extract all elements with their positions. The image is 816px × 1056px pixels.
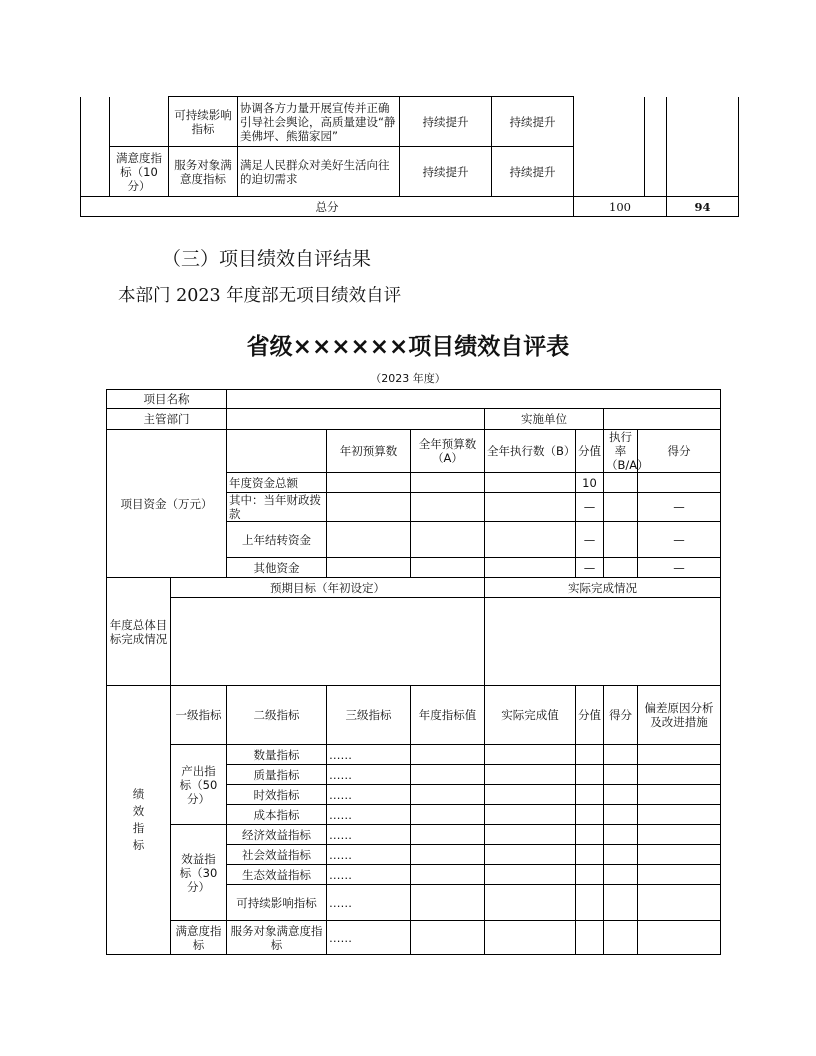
dept-label: 主管部门 <box>107 409 227 430</box>
h-actual: 实际完成值 <box>485 686 576 745</box>
dash: — <box>576 493 604 522</box>
fund-total-label: 年度资金总额 <box>227 473 327 493</box>
section-text: 本部门 2023 年度部无项目绩效自评 <box>118 286 402 306</box>
description-cell: 满足人民群众对美好生活向往的迫切需求 <box>238 147 400 197</box>
dash: — <box>576 558 604 578</box>
dash: — <box>638 522 721 558</box>
table-row <box>107 430 721 473</box>
fund-label: 项目资金（万元） <box>107 430 227 578</box>
table-row <box>107 409 721 430</box>
form-title: 省级××××××项目绩效自评表 <box>246 334 570 360</box>
fund-other-label: 其他资金 <box>227 558 327 578</box>
total-row <box>81 197 739 217</box>
goal-actual-header: 实际完成情况 <box>485 578 721 598</box>
benefit-item: 生态效益指标 <box>227 865 327 885</box>
self-evaluation-form <box>106 389 721 955</box>
col-rate: 执行率（B/A） <box>604 430 638 473</box>
output-item: 质量指标 <box>227 765 327 785</box>
ellipsis: …… <box>327 865 411 885</box>
ellipsis: …… <box>327 921 411 955</box>
level3-cell: 服务对象满意度指标 <box>169 147 238 197</box>
fund-total-points: 10 <box>576 473 604 493</box>
col-annual: 全年预算数（A） <box>411 430 485 473</box>
col-points: 分值 <box>576 430 604 473</box>
ellipsis: …… <box>327 845 411 865</box>
table-row <box>107 745 721 765</box>
benefit-item: 可持续影响指标 <box>227 885 327 921</box>
goal-expected-header: 预期目标（年初设定） <box>171 578 485 598</box>
target-cell: 持续提升 <box>400 147 492 197</box>
h-level2: 二级指标 <box>227 686 327 745</box>
table-row <box>107 825 721 845</box>
ellipsis: …… <box>327 785 411 805</box>
h-level1: 一级指标 <box>171 686 227 745</box>
goal-label: 年度总体目标完成情况 <box>107 578 171 686</box>
col-score: 得分 <box>638 430 721 473</box>
goal-expected-cell[interactable] <box>171 598 485 686</box>
output-item: 时效指标 <box>227 785 327 805</box>
output-item: 成本指标 <box>227 805 327 825</box>
ellipsis: …… <box>327 745 411 765</box>
top-performance-table <box>80 96 739 217</box>
total-score: 94 <box>667 197 739 217</box>
form-year: （2023 年度） <box>370 372 446 385</box>
impl-unit-label: 实施单位 <box>485 409 604 430</box>
h-reason: 偏差原因分析及改进措施 <box>638 686 721 745</box>
h-score: 得分 <box>604 686 638 745</box>
section-heading: （三）项目绩效自评结果 <box>162 248 372 270</box>
ellipsis: …… <box>327 805 411 825</box>
total-max: 100 <box>574 197 667 217</box>
dash: — <box>576 522 604 558</box>
table-row <box>107 686 721 745</box>
table-row <box>107 921 721 955</box>
fund-carry-label: 上年结转资金 <box>227 522 327 558</box>
perf-label: 绩效指标 <box>107 686 171 955</box>
table-row <box>81 147 739 197</box>
goal-actual-cell[interactable] <box>485 598 721 686</box>
table-row <box>107 598 721 686</box>
ellipsis: …… <box>327 825 411 845</box>
table-row <box>81 97 739 147</box>
total-label: 总分 <box>81 197 574 217</box>
col-exec: 全年执行数（B） <box>485 430 576 473</box>
sat-label: 满意度指标 <box>171 921 227 955</box>
level3-cell: 可持续影响指标 <box>169 97 238 147</box>
col-initial: 年初预算数 <box>327 430 411 473</box>
ellipsis: …… <box>327 885 411 921</box>
level2-cell: 满意度指标（10分） <box>110 147 169 197</box>
benefit-item: 社会效益指标 <box>227 845 327 865</box>
benefit-item: 经济效益指标 <box>227 825 327 845</box>
actual-cell: 持续提升 <box>492 97 574 147</box>
h-points: 分值 <box>576 686 604 745</box>
table-row <box>107 390 721 409</box>
output-item: 数量指标 <box>227 745 327 765</box>
dash: — <box>638 558 721 578</box>
output-label: 产出指标（50分） <box>171 745 227 825</box>
project-name-label: 项目名称 <box>107 390 227 409</box>
table-row <box>107 578 721 598</box>
description-cell: 协调各方力量开展宣传并正确引导社会舆论，高质量建设“静美佛坪、熊猫家园” <box>238 97 400 147</box>
fund-fiscal-label: 其中：当年财政拨款 <box>227 493 327 522</box>
h-level3: 三级指标 <box>327 686 411 745</box>
actual-cell: 持续提升 <box>492 147 574 197</box>
ellipsis: …… <box>327 765 411 785</box>
benefit-label: 效益指标（30分） <box>171 825 227 921</box>
target-cell: 持续提升 <box>400 97 492 147</box>
sat-item: 服务对象满意度指标 <box>227 921 327 955</box>
dash: — <box>638 493 721 522</box>
h-target: 年度指标值 <box>411 686 485 745</box>
